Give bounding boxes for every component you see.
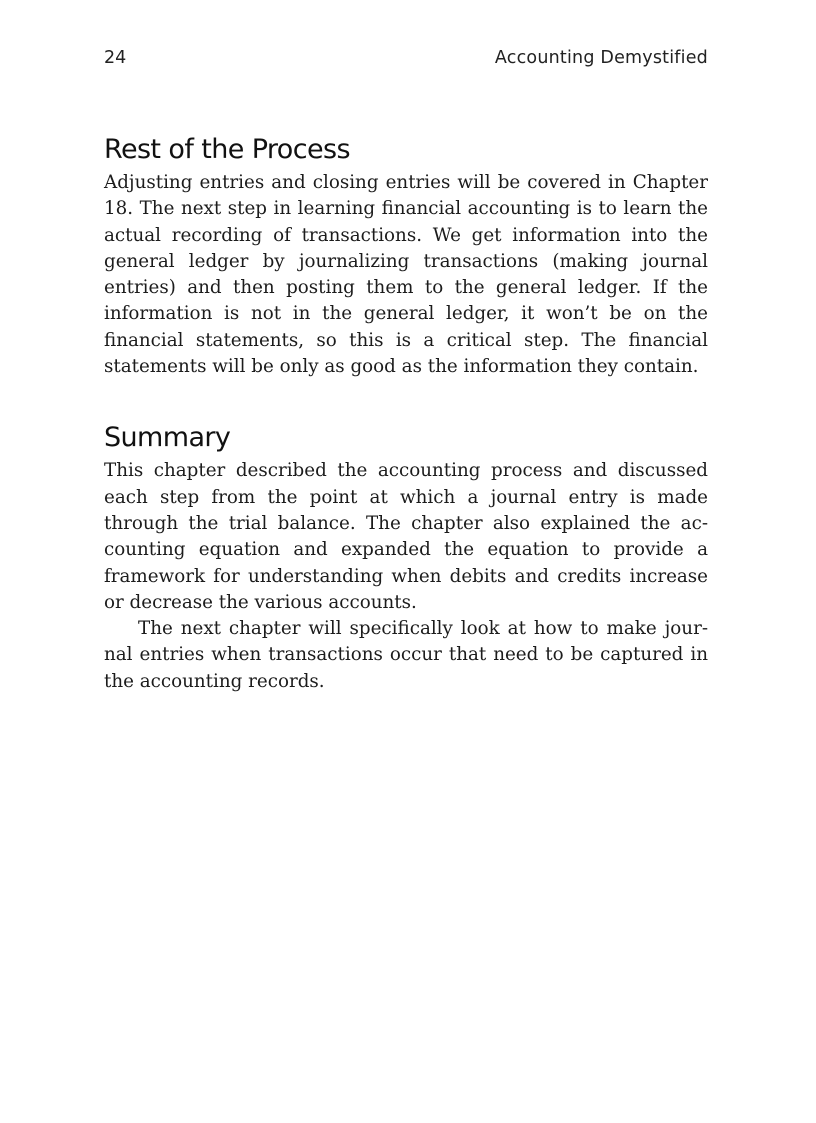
body-paragraph: Adjusting entries and closing entries will be covered in Chapter 18. The next step in learning financial accounting is to learn the actual recording of transactions. We get information into the general ledger by journalizing transactions (making journal entries) and then posting them to the general ledger. If the information is not in the general ledger, it won’t be on the financial statements, so this is a critical step. The financial statements will be only as good as the information they contain. (104, 172, 708, 378)
section-heading: Summary (104, 422, 231, 454)
page-body (104, 130, 708, 695)
section-heading: Rest of the Process (104, 134, 350, 165)
section-rest-of-process (104, 130, 708, 380)
section-summary (104, 418, 708, 695)
book-title: Accounting Demystified (494, 48, 708, 68)
page-number: 24 (104, 48, 127, 68)
body-paragraph: This chapter described the accounting process and discussed each step from the point at which a journal entry is made through the trial balance. The chapter also explained the accounting equation and expanded the equation to provide a framework for understanding when debits and credits increase or decrease the various accounts. (104, 460, 708, 613)
running-head (104, 48, 708, 74)
body-paragraph: The next chapter will specifically look at how to make journal entries when transactions occur that need to be captured in the accounting records. (104, 618, 708, 692)
